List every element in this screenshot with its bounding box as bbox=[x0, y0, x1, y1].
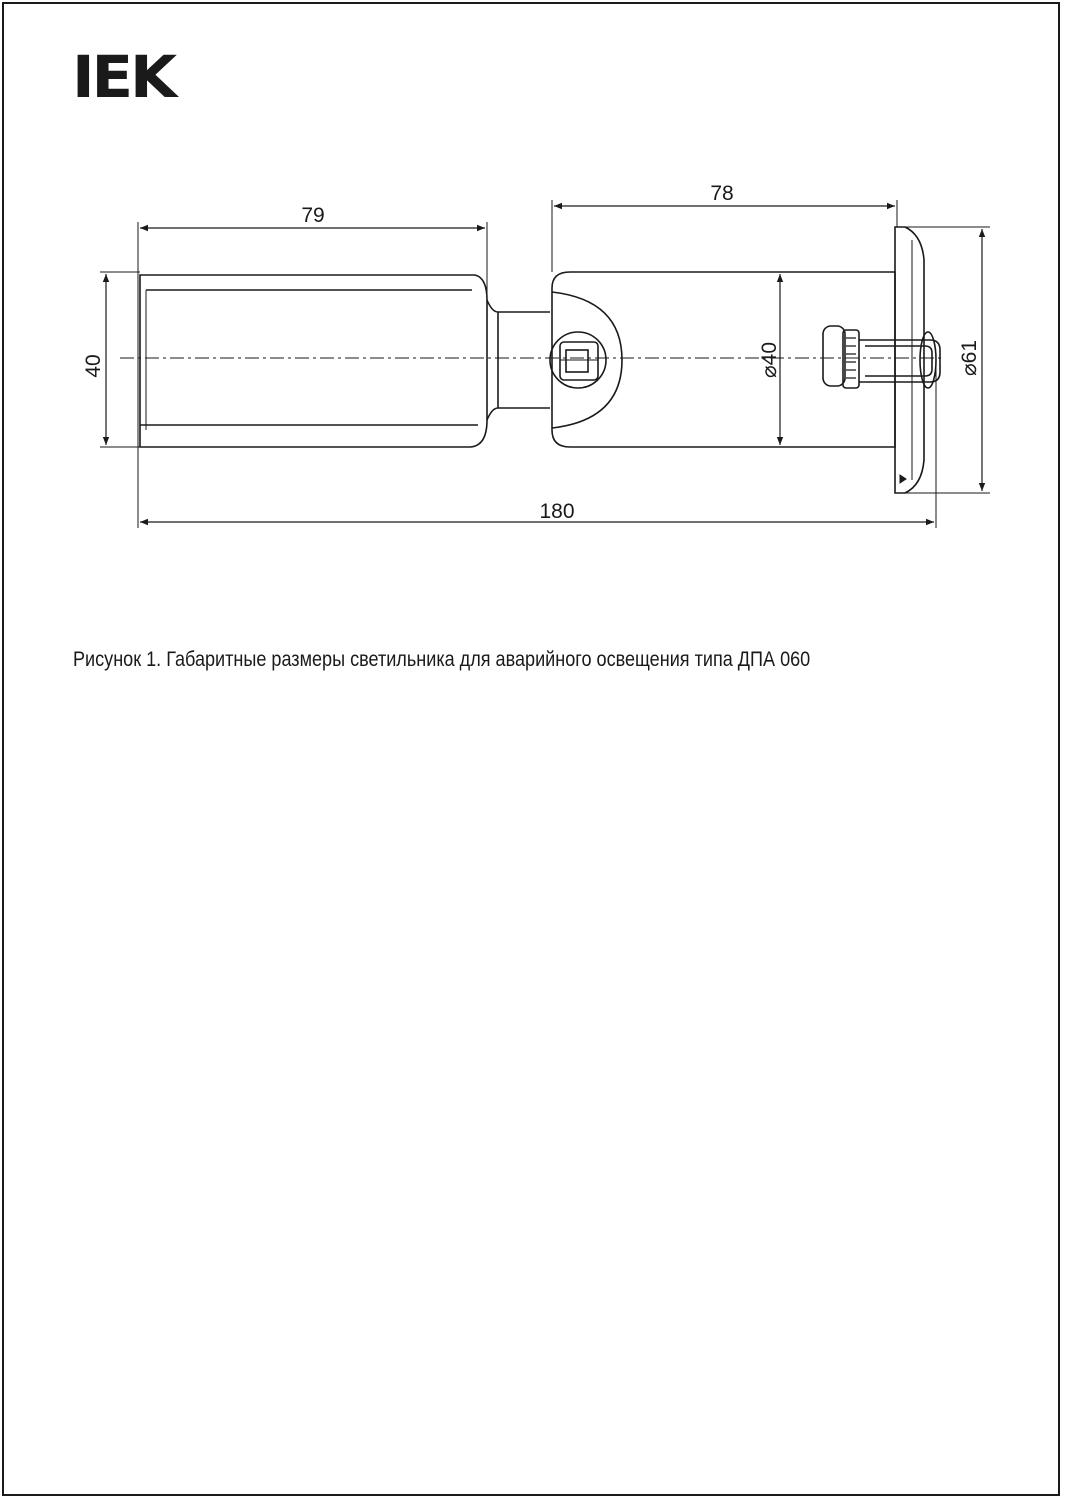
extension-lines bbox=[100, 200, 990, 528]
iek-logo: IEK bbox=[72, 43, 175, 111]
dim-flange-diameter: ⌀61 bbox=[958, 339, 981, 377]
luminaire-outline bbox=[140, 227, 940, 493]
dim-height: 40 bbox=[82, 354, 105, 378]
neck bbox=[487, 300, 550, 420]
dim-total-length: 180 bbox=[539, 500, 575, 523]
dim-length-front: 79 bbox=[301, 204, 325, 227]
spring-clip bbox=[823, 326, 940, 388]
dim-body-diameter: ⌀40 bbox=[758, 341, 781, 379]
dimension-lines bbox=[106, 206, 982, 522]
front-body bbox=[140, 275, 487, 447]
dim-length-rear: 78 bbox=[710, 182, 734, 205]
figure-caption: Рисунок 1. Габаритные размеры светильника для аварийного освещения типа ДПА 060 bbox=[73, 648, 811, 671]
